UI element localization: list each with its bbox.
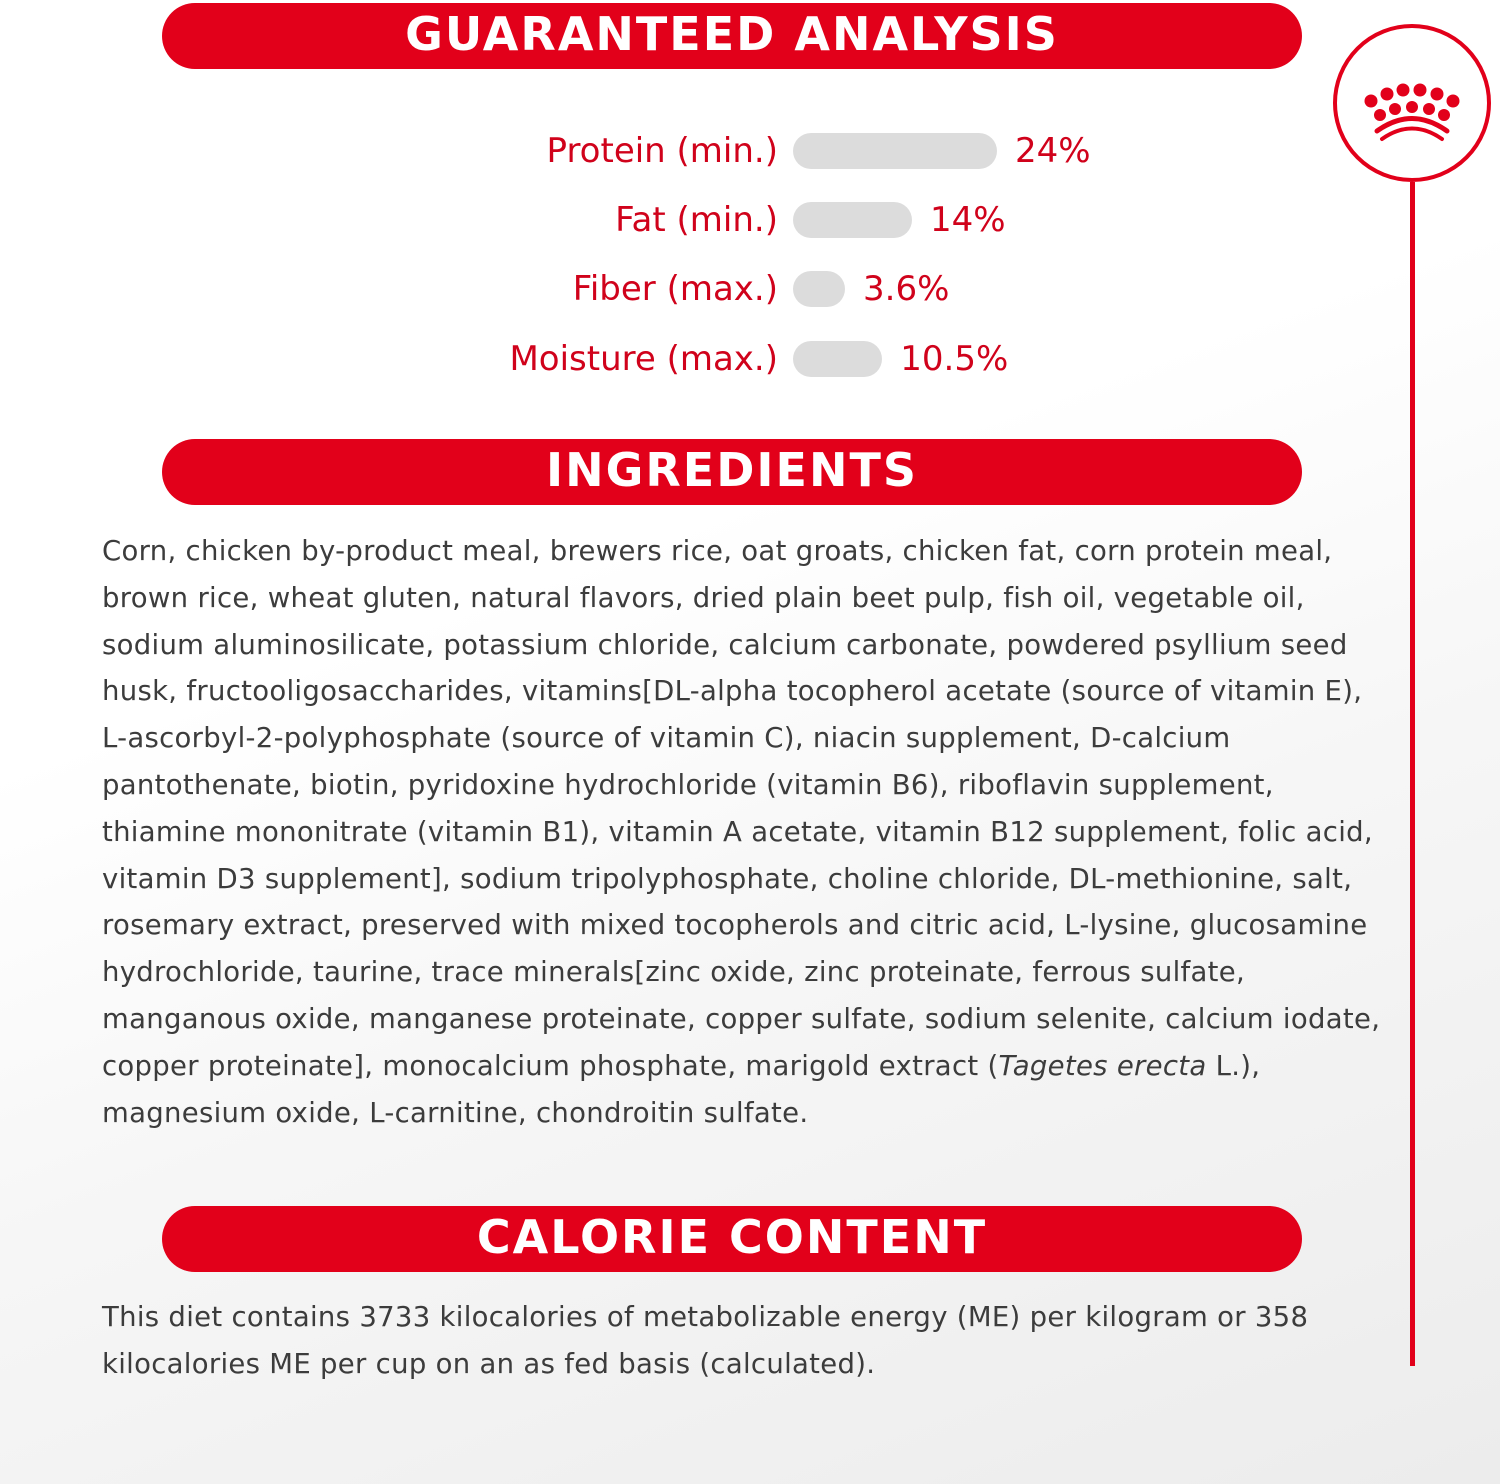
brand-logo (1333, 24, 1491, 182)
guaranteed-analysis-title: GUARANTEED ANALYSIS (405, 7, 1059, 61)
nutrient-value: 10.5% (900, 339, 1009, 379)
brand-divider-line (1410, 182, 1415, 1366)
nutrient-label: Moisture (max.) (509, 339, 778, 379)
ingredients-text-part2: L.), magnesium oxide, L-carnitine, chondroitin sulfate. (102, 1049, 1261, 1129)
ingredients-title: INGREDIENTS (546, 443, 918, 497)
nutrient-row-fat (0, 195, 1300, 245)
crown-icon (1337, 28, 1487, 178)
nutrient-bar (793, 271, 845, 307)
nutrient-value: 3.6% (863, 269, 950, 309)
nutrient-list (0, 0, 1300, 420)
calorie-content-banner (162, 1206, 1302, 1272)
nutrient-value: 24% (1015, 131, 1091, 171)
nutrient-value: 14% (930, 200, 1006, 240)
calorie-content-title: CALORIE CONTENT (476, 1210, 988, 1264)
ingredients-text-part1: Corn, chicken by-product meal, brewers rice, oat groats, chicken fat, corn protein meal, brown rice, wheat gluten, natural flavors, dried plain beet pulp, fish oil, vegetable oil, sodium aluminosilicate, potassium chloride, calcium carbonate, powdered psyllium seed husk, fructooligosaccharides, vitamins[DL-alpha tocopherol acetate (source of vitamin E), L-ascorbyl-2-polyphosphate (source of vitamin C), niacin supplement, D-calcium pantothenate, biotin, pyridoxine hydrochloride (vitamin B6), riboflavin supplement, thiamine mononitrate (vitamin B1), vitamin A acetate, vitamin B12 supplement, folic acid, vitamin D3 supplement], sodium tripolyphosphate, choline chloride, DL-methionine, salt, rosemary extract, preserved with mixed tocopherols and citric acid, L-lysine, glucosamine hydrochloride, taurine, trace minerals[zinc oxide, zinc proteinate, ferrous sulfate, manganous oxide, manganese proteinate, copper sulfate, sodium selenite, calcium iodate, copper proteinate], monocalcium phosphate, marigold extract ( (102, 535, 1381, 1082)
ingredients-text-italic: Tagetes erecta (998, 1049, 1207, 1082)
calorie-paragraph: This diet contains 3733 kilocalories of metabolizable energy (ME) per kilogram or 358 kilocalories ME per cup on an as fed basis (calculated). (102, 1301, 1309, 1380)
nutrient-row-moisture (0, 334, 1300, 384)
nutrient-label: Fiber (max.) (572, 269, 778, 309)
nutrient-bar (793, 341, 882, 377)
nutrient-bar (793, 133, 997, 169)
ingredients-banner (162, 439, 1302, 505)
nutrient-label: Protein (min.) (546, 131, 778, 171)
nutrient-bar (793, 202, 912, 238)
nutrient-row-protein (0, 126, 1300, 176)
nutrient-row-fiber (0, 264, 1300, 314)
nutrient-label: Fat (min.) (615, 200, 778, 240)
ingredients-paragraph (102, 528, 1382, 1136)
